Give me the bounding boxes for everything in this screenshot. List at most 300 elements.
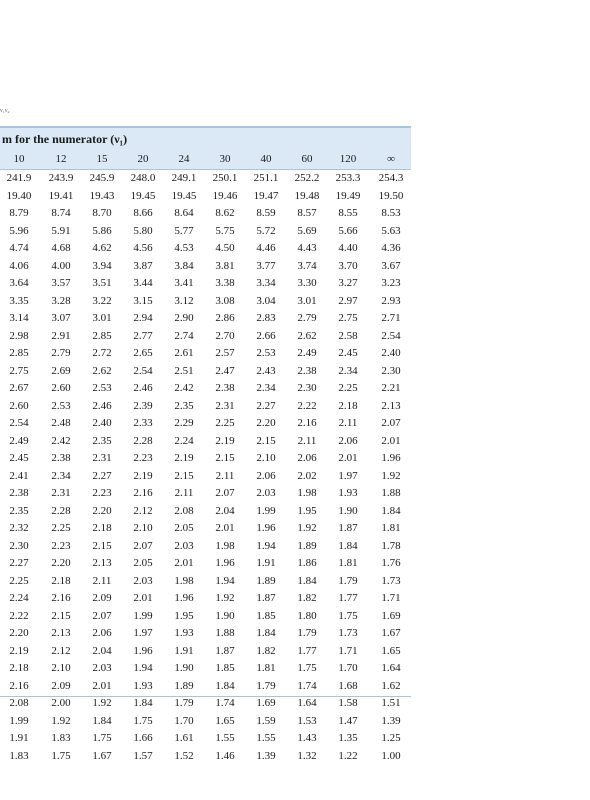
table-cell: 1.75 [297,662,317,674]
table-cell: 2.15 [256,434,276,447]
table-cell: 2.23 [133,452,153,464]
table-cell: 2.00 [51,697,71,709]
table-cell: 2.16 [133,487,153,499]
table-cell: 3.51 [92,277,112,289]
table-cell: 1.93 [133,679,153,692]
table-row [0,731,411,749]
table-cell: 2.75 [338,312,358,324]
table-row [0,591,411,609]
table-cell: 2.05 [133,557,153,569]
table-cell: 1.35 [338,732,358,744]
table-cell: 2.01 [215,522,235,534]
table-cell: 3.41 [174,277,194,289]
table-cell: 2.35 [174,399,194,412]
table-row [0,416,411,434]
table-cell: 2.19 [9,644,29,657]
table-cell: 1.84 [215,679,235,692]
table-cell: 2.72 [92,347,112,359]
table-cell: 19.41 [48,189,74,202]
table-cell: 250.1 [212,172,238,184]
table-row [0,241,411,259]
table-cell: 2.79 [51,347,71,359]
table-cell: 1.80 [297,609,317,622]
table-row [0,714,411,732]
table-row [0,574,411,592]
table-cell: 8.74 [51,207,71,219]
table-cell: 2.18 [9,662,29,674]
table-row [0,206,411,224]
table-cell: 1.90 [174,662,194,674]
table-cell: 2.85 [92,329,112,342]
table-cell: 2.38 [9,487,29,499]
table-cell: 8.53 [381,207,401,219]
table-cell: 248.0 [130,172,156,184]
table-cell: 1.89 [297,539,317,552]
table-cell: 4.36 [381,242,401,254]
table-cell: 1.67 [381,627,401,639]
table-row [0,276,411,294]
table-cell: 2.22 [9,609,29,622]
table-cell: 3.08 [215,294,235,307]
table-cell: 2.74 [174,329,194,342]
table-row [0,749,411,767]
table-cell: 1.89 [256,574,276,587]
table-cell: 1.75 [133,714,153,727]
table-cell: 1.93 [174,627,194,639]
table-cell: 1.96 [256,522,276,534]
table-row [0,469,411,487]
table-cell: 2.07 [133,539,153,552]
table-cell: 1.71 [338,644,358,657]
table-cell: 5.91 [51,224,71,237]
table-cell: 5.63 [381,224,401,237]
table-cell: 19.40 [6,189,32,202]
table-cell: 2.97 [338,294,358,307]
table-cell: 2.77 [133,329,153,342]
table-cell: 1.96 [133,644,153,657]
table-cell: 3.01 [297,294,317,307]
table-cell: 2.53 [51,399,71,412]
table-cell: 4.53 [174,242,194,254]
table-cell: 241.9 [6,172,32,184]
table-cell: 2.27 [92,469,112,482]
table-cell: 2.11 [215,469,235,482]
table-cell: 2.19 [174,452,194,464]
table-cell: 2.01 [338,452,358,464]
table-cell: 2.71 [381,312,401,324]
table-cell: 1.77 [338,592,358,604]
table-row [0,311,411,329]
table-cell: 1.61 [174,732,194,744]
table-cell: 1.32 [297,749,317,762]
table-cell: 1.99 [9,714,29,727]
table-cell: 1.47 [338,714,358,727]
table-cell: 2.32 [9,522,29,534]
table-cell: 1.91 [256,557,276,569]
table-cell: 3.67 [381,259,401,272]
table-cell: 1.93 [338,487,358,499]
table-cell: 4.46 [256,242,276,254]
table-cell: 1.55 [256,732,276,744]
table-cell: 1.66 [133,732,153,744]
table-cell: 5.77 [174,224,194,237]
table-cell: 8.62 [215,207,235,219]
table-cell: 1.70 [338,662,358,674]
table-cell: 3.35 [9,294,29,307]
table-cell: 1.65 [381,644,401,657]
table-cell: 2.93 [381,294,401,307]
table-cell: 2.10 [51,662,71,674]
table-cell: 2.07 [381,417,401,429]
table-cell: 2.38 [51,452,71,464]
table-cell: 3.74 [297,259,317,272]
table-cell: 254.3 [378,172,404,184]
table-cell: 2.69 [51,364,71,377]
table-cell: 2.09 [51,679,71,692]
table-cell: 2.90 [174,312,194,324]
table-cell: 253.3 [335,172,361,184]
table-cell: 1.98 [174,574,194,587]
table-cell: 2.11 [338,417,358,429]
table-cell: 1.99 [133,609,153,622]
table-cell: 4.00 [51,259,71,272]
table-cell: 1.82 [297,592,317,604]
table-cell: 19.50 [378,189,404,202]
table-cell: 1.83 [9,749,29,762]
table-cell: 2.22 [297,399,317,412]
table-cell: 2.46 [133,382,153,394]
table-cell: 2.11 [92,574,112,587]
table-cell: 1.90 [215,609,235,622]
table-cell: 3.23 [381,277,401,289]
table-cell: 1.46 [215,749,235,762]
table-cell: 1.55 [215,732,235,744]
table-cell: 4.50 [215,242,235,254]
corner-label: ν₁ν₂ [0,108,10,114]
table-cell: 3.04 [256,294,276,307]
table-cell: 1.68 [338,679,358,692]
table-cell: 1.62 [381,679,401,692]
table-cell: 1.92 [92,697,112,709]
table-cell: 2.16 [297,417,317,429]
table-row [0,224,411,242]
table-cell: 3.28 [51,294,71,307]
table-cell: 8.57 [297,207,317,219]
table-cell: 1.88 [215,627,235,639]
table-cell: 8.59 [256,207,276,219]
table-row [0,539,411,557]
table-cell: 1.91 [174,644,194,657]
table-cell: 1.57 [133,749,153,762]
table-cell: 3.77 [256,259,276,272]
table-cell: 1.95 [297,504,317,517]
table-cell: 2.57 [215,347,235,359]
table-cell: 2.58 [338,329,358,342]
table-cell: 5.72 [256,224,276,237]
table-cell: 2.04 [92,644,112,657]
table-cell: 2.01 [92,679,112,692]
table-cell: 2.15 [174,469,194,482]
table-cell: 1.98 [215,539,235,552]
table-cell: 2.40 [92,417,112,429]
table-cell: 1.43 [297,732,317,744]
table-cell: 2.11 [297,434,317,447]
table-cell: 19.45 [130,189,156,202]
table-cell: 2.15 [215,452,235,464]
table-cell: 2.62 [92,364,112,377]
table-cell: 5.96 [9,224,29,237]
column-header: 10 [13,153,25,165]
table-cell: 1.97 [133,627,153,639]
table-cell: 2.54 [133,364,153,377]
table-cell: 1.92 [381,469,401,482]
table-cell: 1.96 [174,592,194,604]
table-cell: 1.65 [215,714,235,727]
table-cell: 249.1 [171,172,197,184]
table-cell: 2.18 [51,574,71,587]
table-cell: 1.53 [297,714,317,727]
table-cell: 1.87 [256,592,276,604]
table-cell: 2.83 [256,312,276,324]
table-cell: 2.31 [92,452,112,464]
table-cell: 1.92 [51,714,71,727]
table-row [0,294,411,312]
table-cell: 2.24 [174,434,194,447]
table-cell: 2.07 [92,609,112,622]
table-cell: 1.97 [338,469,358,482]
table-cell: 2.03 [133,574,153,587]
table-row [0,661,411,679]
table-cell: 2.28 [51,504,71,517]
table-row [0,504,411,522]
table-cell: 3.22 [92,294,112,307]
table-cell: 2.09 [92,592,112,604]
table-cell: 1.84 [133,697,153,709]
table-cell: 2.03 [92,662,112,674]
table-cell: 1.73 [381,574,401,587]
table-cell: 2.20 [51,557,71,569]
table-cell: 2.18 [338,399,358,412]
table-cell: 1.94 [133,662,153,674]
table-cell: 19.49 [335,189,361,202]
table-cell: 1.75 [338,609,358,622]
table-cell: 2.70 [215,329,235,342]
table-cell: 2.48 [51,417,71,429]
table-cell: 2.67 [9,382,29,394]
table-cell: 2.94 [133,312,153,324]
table-cell: 2.75 [9,364,29,377]
table-cell: 2.53 [256,347,276,359]
table-cell: 1.84 [338,539,358,552]
table-cell: 2.91 [51,329,71,342]
table-cell: 1.81 [256,662,276,674]
table-cell: 2.07 [215,487,235,499]
column-header: 24 [178,153,190,165]
table-cell: 8.66 [133,207,153,219]
table-cell: 2.49 [9,434,29,447]
table-cell: 2.62 [297,329,317,342]
table-cell: 1.96 [381,452,401,464]
table-row [0,346,411,364]
table-cell: 2.65 [133,347,153,359]
table-cell: 1.00 [381,749,401,762]
table-cell: 2.30 [297,382,317,394]
table-cell: 1.84 [297,574,317,587]
table-cell: 2.19 [215,434,235,447]
table-cell: 2.35 [9,504,29,517]
table-cell: 2.85 [9,347,29,359]
table-cell: 5.69 [297,224,317,237]
table-cell: 2.01 [133,592,153,604]
table-cell: 4.56 [133,242,153,254]
table-cell: 2.60 [9,399,29,412]
table-cell: 2.11 [174,487,194,499]
table-cell: 1.69 [256,697,276,709]
table-body [0,171,411,766]
table-cell: 2.12 [51,644,71,657]
table-cell: 2.08 [174,504,194,517]
table-cell: 1.64 [381,662,401,674]
table-cell: 2.27 [256,399,276,412]
table-cell: 1.85 [215,662,235,674]
table-cell: 2.27 [9,557,29,569]
column-header: 40 [260,153,272,165]
table-cell: 1.73 [338,627,358,639]
table-cell: 3.01 [92,312,112,324]
table-cell: 2.98 [9,329,29,342]
table-cell: 1.94 [215,574,235,587]
table-cell: 2.54 [9,417,29,429]
table-cell: 2.45 [9,452,29,464]
table-cell: 8.79 [9,207,29,219]
table-cell: 2.30 [381,364,401,377]
column-header: 15 [96,153,108,165]
table-cell: 2.39 [133,399,153,412]
column-header: 120 [339,153,357,165]
table-cell: 1.75 [92,732,112,744]
table-cell: 2.35 [92,434,112,447]
table-cell: 2.53 [92,382,112,394]
table-cell: 2.13 [92,557,112,569]
table-cell: 1.84 [92,714,112,727]
table-cell: 2.23 [51,539,71,552]
table-cell: 19.45 [171,189,197,202]
table-cell: 3.70 [338,259,358,272]
table-cell: 1.95 [174,609,194,622]
table-cell: 1.92 [215,592,235,604]
table-cell: 1.84 [381,504,401,517]
table-bottom-rule [0,696,411,697]
table-cell: 1.85 [256,609,276,622]
table-row [0,556,411,574]
table-cell: 2.29 [174,417,194,429]
table-cell: 1.84 [256,627,276,639]
table-cell: 1.78 [381,539,401,552]
table-cell: 1.75 [51,749,71,762]
table-row [0,171,411,189]
table-cell: 2.30 [9,539,29,552]
table-row [0,644,411,662]
table-cell: 3.14 [9,312,29,324]
table-cell: 2.06 [297,452,317,464]
table-cell: 2.03 [174,539,194,552]
table-row [0,521,411,539]
column-header: 60 [301,153,313,165]
column-header-row [0,152,411,168]
table-title: m for the numerator (ν₁) [2,132,128,146]
table-cell: 2.04 [215,504,235,517]
table-cell: 1.52 [174,749,194,762]
table-cell: 1.87 [338,522,358,534]
table-cell: 1.69 [381,609,401,622]
table-row [0,451,411,469]
table-cell: 1.74 [215,697,235,709]
table-cell: 3.44 [133,277,153,289]
column-header: 30 [219,153,231,165]
table-cell: 1.22 [338,749,358,762]
table-cell: 2.25 [215,417,235,429]
table-cell: 4.06 [9,259,29,272]
table-cell: 2.16 [51,592,71,604]
table-cell: 1.51 [381,697,401,709]
table-cell: 2.25 [51,522,71,534]
table-cell: 1.71 [381,592,401,604]
column-header: ∞ [387,153,395,165]
table-cell: 2.34 [256,382,276,394]
table-cell: 1.74 [297,679,317,692]
table-cell: 1.98 [297,487,317,499]
table-row [0,399,411,417]
table-cell: 19.46 [212,189,238,202]
table-cell: 2.25 [338,382,358,394]
table-cell: 2.42 [51,434,71,447]
table-cell: 3.07 [51,312,71,324]
table-cell: 5.86 [92,224,112,237]
table-cell: 251.1 [253,172,279,184]
table-cell: 1.58 [338,697,358,709]
table-row [0,434,411,452]
table-cell: 1.77 [297,644,317,657]
table-cell: 19.43 [89,189,115,202]
table-cell: 3.64 [9,277,29,289]
table-row [0,364,411,382]
table-cell: 2.31 [215,399,235,412]
table-cell: 1.64 [297,697,317,709]
table-cell: 2.20 [256,417,276,429]
table-cell: 1.90 [338,504,358,517]
table-row [0,189,411,207]
table-cell: 5.75 [215,224,235,237]
table-cell: 2.06 [256,469,276,482]
table-cell: 1.89 [174,679,194,692]
table-cell: 2.43 [256,364,276,377]
table-row [0,609,411,627]
table-cell: 4.43 [297,242,317,254]
table-cell: 2.33 [133,417,153,429]
table-cell: 2.41 [9,469,29,482]
table-cell: 2.16 [9,679,29,692]
table-cell: 2.05 [174,522,194,534]
table-cell: 1.70 [174,714,194,727]
table-cell: 2.15 [92,539,112,552]
table-cell: 2.31 [51,487,71,499]
table-cell: 19.48 [294,189,320,202]
table-cell: 5.80 [133,224,153,237]
table-cell: 2.13 [51,627,71,639]
table-cell: 1.79 [174,697,194,709]
column-header: 20 [137,153,149,165]
table-row [0,486,411,504]
